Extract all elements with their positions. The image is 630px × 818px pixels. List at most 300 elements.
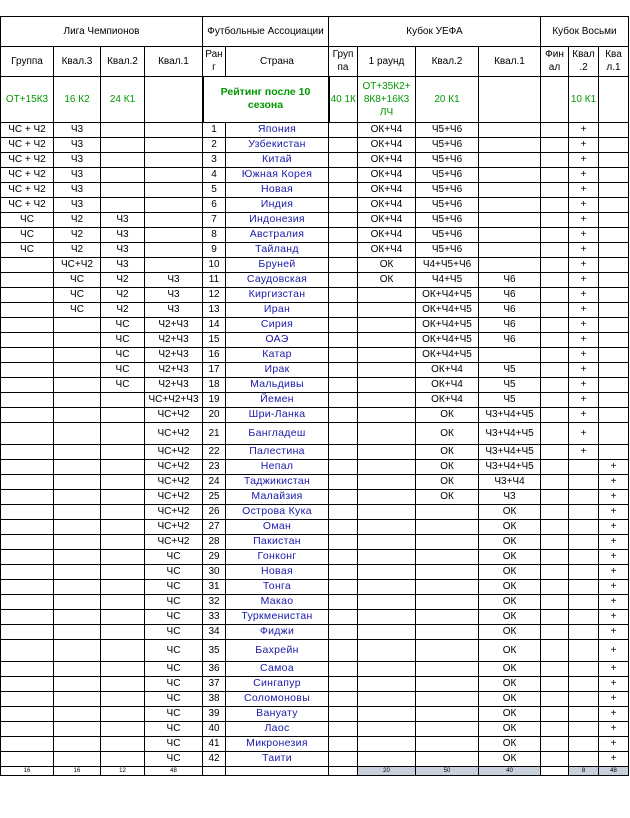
cell-cl-q2 bbox=[101, 519, 145, 534]
cell-uefa-q1: Ч6 bbox=[479, 272, 541, 287]
cell-uefa-group bbox=[329, 272, 358, 287]
table-row bbox=[1, 362, 629, 377]
cell-uefa-q1 bbox=[479, 122, 541, 137]
cell-uefa-q1 bbox=[479, 257, 541, 272]
cell-eight-q1: + bbox=[599, 609, 629, 624]
summary-eight-q2: 10 К1 bbox=[569, 76, 599, 122]
cell-uefa-q2 bbox=[416, 549, 479, 564]
cell-eight-final bbox=[541, 444, 569, 459]
cell-eight-q2 bbox=[569, 564, 599, 579]
cell-uefa-group bbox=[329, 624, 358, 639]
cell-uefa-group bbox=[329, 564, 358, 579]
cell-eight-final bbox=[541, 167, 569, 182]
cell-uefa-group bbox=[329, 212, 358, 227]
cell-uefa-q1: ОК bbox=[479, 609, 541, 624]
cell-eight-q2: + bbox=[569, 212, 599, 227]
cell-uefa-q1: Ч3+Ч4+Ч5 bbox=[479, 407, 541, 422]
cell-cl-q3 bbox=[54, 721, 101, 736]
cell-uefa-round1: ОК+Ч4 bbox=[358, 122, 416, 137]
cell-eight-final bbox=[541, 317, 569, 332]
cell-rank: 5 bbox=[203, 182, 226, 197]
cell-uefa-q2 bbox=[416, 594, 479, 609]
cell-eight-q2: + bbox=[569, 182, 599, 197]
cell-cl-q2 bbox=[101, 534, 145, 549]
cell-uefa-group bbox=[329, 332, 358, 347]
cell-cl-q1: ЧС bbox=[145, 721, 203, 736]
cell-eight-final bbox=[541, 534, 569, 549]
cell-eight-q2: + bbox=[569, 302, 599, 317]
total-eight-q2: 8 bbox=[569, 766, 599, 775]
cell-country: Лаос bbox=[226, 721, 329, 736]
cell-eight-final bbox=[541, 706, 569, 721]
cell-eight-q2 bbox=[569, 579, 599, 594]
cell-eight-q1 bbox=[599, 167, 629, 182]
cell-cl-q3 bbox=[54, 691, 101, 706]
cell-eight-q1 bbox=[599, 137, 629, 152]
table-row bbox=[1, 474, 629, 489]
cell-cl-group: ЧС + Ч2 bbox=[1, 182, 54, 197]
cell-cl-group bbox=[1, 639, 54, 661]
cell-country: Палестина bbox=[226, 444, 329, 459]
cell-uefa-round1 bbox=[358, 706, 416, 721]
cell-cl-q3: ЧС bbox=[54, 272, 101, 287]
cell-country: Йемен bbox=[226, 392, 329, 407]
cell-uefa-q2 bbox=[416, 504, 479, 519]
cell-uefa-q1: ОК bbox=[479, 661, 541, 676]
cell-rank: 6 bbox=[203, 197, 226, 212]
cell-eight-q2: + bbox=[569, 272, 599, 287]
cell-cl-group bbox=[1, 444, 54, 459]
cell-eight-q2: + bbox=[569, 287, 599, 302]
cell-cl-q2 bbox=[101, 407, 145, 422]
cell-uefa-q1: ОК bbox=[479, 751, 541, 766]
cell-uefa-group bbox=[329, 534, 358, 549]
cell-rank: 7 bbox=[203, 212, 226, 227]
cell-uefa-group bbox=[329, 639, 358, 661]
cell-rank: 23 bbox=[203, 459, 226, 474]
cell-uefa-q2 bbox=[416, 751, 479, 766]
cell-uefa-q2: ОК bbox=[416, 444, 479, 459]
cell-cl-q1: ЧС bbox=[145, 639, 203, 661]
cell-cl-q1 bbox=[145, 257, 203, 272]
cell-uefa-group bbox=[329, 422, 358, 444]
summary-uefa-round1: ОТ+35К2+ 8К8+16К3 ЛЧ bbox=[358, 76, 416, 122]
table-row bbox=[1, 392, 629, 407]
cell-uefa-group bbox=[329, 519, 358, 534]
cell-eight-q1 bbox=[599, 332, 629, 347]
cell-cl-group bbox=[1, 362, 54, 377]
cell-cl-q3 bbox=[54, 609, 101, 624]
cell-cl-q3 bbox=[54, 317, 101, 332]
cell-cl-q3 bbox=[54, 639, 101, 661]
cell-eight-q1 bbox=[599, 377, 629, 392]
cell-uefa-group bbox=[329, 549, 358, 564]
cell-eight-final bbox=[541, 579, 569, 594]
cell-country: Сингапур bbox=[226, 676, 329, 691]
table-row bbox=[1, 519, 629, 534]
cell-cl-q3 bbox=[54, 751, 101, 766]
cell-rank: 30 bbox=[203, 564, 226, 579]
cell-country: Узбекистан bbox=[226, 137, 329, 152]
cell-cl-q1: ЧС bbox=[145, 579, 203, 594]
cell-country: Бруней bbox=[226, 257, 329, 272]
cell-eight-q1 bbox=[599, 407, 629, 422]
cell-uefa-q1 bbox=[479, 197, 541, 212]
cell-uefa-q1: ОК bbox=[479, 504, 541, 519]
cell-eight-final bbox=[541, 137, 569, 152]
cell-cl-q1 bbox=[145, 137, 203, 152]
cell-cl-q1 bbox=[145, 167, 203, 182]
cell-cl-q3: ЧС+Ч2 bbox=[54, 257, 101, 272]
summary-uefa-q1 bbox=[479, 76, 541, 122]
cell-cl-q2 bbox=[101, 152, 145, 167]
cell-cl-q2 bbox=[101, 182, 145, 197]
cell-eight-q2 bbox=[569, 751, 599, 766]
cell-uefa-group bbox=[329, 182, 358, 197]
cell-uefa-round1 bbox=[358, 392, 416, 407]
cell-eight-final bbox=[541, 362, 569, 377]
cell-uefa-q1: ОК bbox=[479, 736, 541, 751]
cell-eight-final bbox=[541, 182, 569, 197]
cell-country: Южная Корея bbox=[226, 167, 329, 182]
cell-cl-q2 bbox=[101, 167, 145, 182]
cell-uefa-q2 bbox=[416, 691, 479, 706]
cell-uefa-q2 bbox=[416, 639, 479, 661]
cell-cl-group bbox=[1, 736, 54, 751]
cell-cl-group bbox=[1, 377, 54, 392]
cell-eight-q2: + bbox=[569, 362, 599, 377]
cell-uefa-round1 bbox=[358, 736, 416, 751]
cell-uefa-q2 bbox=[416, 736, 479, 751]
cell-cl-group bbox=[1, 691, 54, 706]
cell-cl-q3 bbox=[54, 519, 101, 534]
cell-eight-q1 bbox=[599, 302, 629, 317]
cell-eight-final bbox=[541, 459, 569, 474]
table-row bbox=[1, 377, 629, 392]
col-final: Фин ал bbox=[541, 46, 569, 76]
cell-cl-q3 bbox=[54, 392, 101, 407]
cell-cl-q3: Ч3 bbox=[54, 122, 101, 137]
cell-rank: 13 bbox=[203, 302, 226, 317]
cell-uefa-group bbox=[329, 579, 358, 594]
cell-eight-q1: + bbox=[599, 549, 629, 564]
cell-eight-q1: + bbox=[599, 661, 629, 676]
cell-eight-q1 bbox=[599, 212, 629, 227]
cell-rank: 20 bbox=[203, 407, 226, 422]
total-rank bbox=[203, 766, 226, 775]
cell-eight-q2 bbox=[569, 676, 599, 691]
cell-uefa-q1: ОК bbox=[479, 706, 541, 721]
total-eight-final bbox=[541, 766, 569, 775]
cell-uefa-q2 bbox=[416, 579, 479, 594]
cell-eight-q1 bbox=[599, 242, 629, 257]
cell-cl-q2 bbox=[101, 639, 145, 661]
total-cl-q1: 48 bbox=[145, 766, 203, 775]
cell-rank: 42 bbox=[203, 751, 226, 766]
col-eight-q2: Квал .2 bbox=[569, 46, 599, 76]
cell-uefa-q2: ОК bbox=[416, 407, 479, 422]
cell-eight-q2: + bbox=[569, 392, 599, 407]
cell-cl-q1: ЧС bbox=[145, 564, 203, 579]
cell-rank: 40 bbox=[203, 721, 226, 736]
cell-uefa-group bbox=[329, 377, 358, 392]
cell-eight-final bbox=[541, 751, 569, 766]
cell-uefa-group bbox=[329, 444, 358, 459]
col-eight-q1: Ква л.1 bbox=[599, 46, 629, 76]
cell-eight-q2 bbox=[569, 504, 599, 519]
cell-cl-q3 bbox=[54, 489, 101, 504]
cell-uefa-group bbox=[329, 302, 358, 317]
table-row bbox=[1, 347, 629, 362]
cell-uefa-q2: ОК+Ч4+Ч5 bbox=[416, 287, 479, 302]
table-row bbox=[1, 579, 629, 594]
cell-cl-q1 bbox=[145, 242, 203, 257]
cell-uefa-round1 bbox=[358, 594, 416, 609]
table-row bbox=[1, 197, 629, 212]
table-row bbox=[1, 676, 629, 691]
cell-cl-group bbox=[1, 564, 54, 579]
cell-rank: 24 bbox=[203, 474, 226, 489]
cell-cl-q3 bbox=[54, 736, 101, 751]
cell-eight-q1: + bbox=[599, 691, 629, 706]
cell-uefa-q2: Ч5+Ч6 bbox=[416, 122, 479, 137]
cell-eight-q2: + bbox=[569, 152, 599, 167]
cell-country: Таити bbox=[226, 751, 329, 766]
cell-eight-final bbox=[541, 287, 569, 302]
cell-eight-q1: + bbox=[599, 474, 629, 489]
cell-cl-q2 bbox=[101, 444, 145, 459]
cell-cl-q3: Ч2 bbox=[54, 212, 101, 227]
cell-uefa-q1: ОК bbox=[479, 721, 541, 736]
cell-cl-q2: ЧС bbox=[101, 347, 145, 362]
cell-rank: 22 bbox=[203, 444, 226, 459]
cell-uefa-group bbox=[329, 459, 358, 474]
cell-eight-final bbox=[541, 549, 569, 564]
cell-cl-q1 bbox=[145, 152, 203, 167]
cell-rank: 31 bbox=[203, 579, 226, 594]
table-row bbox=[1, 287, 629, 302]
table-row bbox=[1, 167, 629, 182]
cell-eight-q1: + bbox=[599, 504, 629, 519]
cell-eight-q2: + bbox=[569, 377, 599, 392]
table-row bbox=[1, 691, 629, 706]
cell-uefa-round1: ОК+Ч4 bbox=[358, 197, 416, 212]
cell-country: Сирия bbox=[226, 317, 329, 332]
cell-rank: 41 bbox=[203, 736, 226, 751]
table-row bbox=[1, 257, 629, 272]
cell-rank: 19 bbox=[203, 392, 226, 407]
cell-uefa-q1: Ч5 bbox=[479, 362, 541, 377]
cell-cl-q3 bbox=[54, 624, 101, 639]
cell-uefa-q1: Ч5 bbox=[479, 377, 541, 392]
cell-uefa-q1: ОК bbox=[479, 549, 541, 564]
cell-uefa-group bbox=[329, 362, 358, 377]
cell-eight-final bbox=[541, 332, 569, 347]
cell-country: Туркменистан bbox=[226, 609, 329, 624]
cell-eight-final bbox=[541, 489, 569, 504]
cell-cl-q1: ЧС bbox=[145, 624, 203, 639]
cell-uefa-q1: ОК bbox=[479, 594, 541, 609]
cell-cl-group bbox=[1, 504, 54, 519]
cell-uefa-q1: ОК bbox=[479, 579, 541, 594]
cell-country: Оман bbox=[226, 519, 329, 534]
table-row bbox=[1, 534, 629, 549]
cell-uefa-group bbox=[329, 257, 358, 272]
cell-uefa-round1 bbox=[358, 377, 416, 392]
cell-cl-q1: Ч2+Ч3 bbox=[145, 317, 203, 332]
cell-cl-group bbox=[1, 489, 54, 504]
cell-uefa-q1 bbox=[479, 167, 541, 182]
cell-uefa-round1 bbox=[358, 474, 416, 489]
cell-eight-final bbox=[541, 392, 569, 407]
header-cup-of-eight: Кубок Восьми bbox=[541, 16, 629, 46]
cell-cl-group: ЧС + Ч2 bbox=[1, 197, 54, 212]
cell-country: Япония bbox=[226, 122, 329, 137]
cell-rank: 27 bbox=[203, 519, 226, 534]
cell-uefa-group bbox=[329, 407, 358, 422]
cell-rank: 11 bbox=[203, 272, 226, 287]
cell-uefa-q2: ОК bbox=[416, 489, 479, 504]
cell-cl-group: ЧС + Ч2 bbox=[1, 122, 54, 137]
cell-cl-group bbox=[1, 459, 54, 474]
cell-eight-q1 bbox=[599, 182, 629, 197]
cell-eight-final bbox=[541, 227, 569, 242]
cell-cl-q3: ЧС bbox=[54, 302, 101, 317]
cell-cl-q2 bbox=[101, 579, 145, 594]
cell-uefa-round1: ОК+Ч4 bbox=[358, 212, 416, 227]
cell-cl-q3 bbox=[54, 474, 101, 489]
cell-country: Иран bbox=[226, 302, 329, 317]
col-group: Группа bbox=[1, 46, 54, 76]
cell-eight-q2: + bbox=[569, 197, 599, 212]
cell-rank: 18 bbox=[203, 377, 226, 392]
summary-uefa-q2: 20 К1 bbox=[416, 76, 479, 122]
cell-country: Непал bbox=[226, 459, 329, 474]
cell-eight-final bbox=[541, 302, 569, 317]
cell-country: Пакистан bbox=[226, 534, 329, 549]
cell-eight-q1 bbox=[599, 347, 629, 362]
cell-uefa-group bbox=[329, 197, 358, 212]
cell-cl-q1: ЧС bbox=[145, 549, 203, 564]
cell-country: Соломоновы bbox=[226, 691, 329, 706]
cell-cl-q3 bbox=[54, 362, 101, 377]
cell-cl-group bbox=[1, 257, 54, 272]
cell-eight-q1 bbox=[599, 122, 629, 137]
cell-uefa-group bbox=[329, 736, 358, 751]
cell-eight-q1: + bbox=[599, 736, 629, 751]
cell-eight-q1: + bbox=[599, 489, 629, 504]
cell-cl-q1: Ч2+Ч3 bbox=[145, 332, 203, 347]
cell-uefa-round1: ОК+Ч4 bbox=[358, 242, 416, 257]
cell-cl-q3 bbox=[54, 661, 101, 676]
cell-uefa-round1 bbox=[358, 639, 416, 661]
cell-eight-final bbox=[541, 272, 569, 287]
col-round1: 1 раунд bbox=[358, 46, 416, 76]
total-cl-q2: 12 bbox=[101, 766, 145, 775]
cell-country: Австралия bbox=[226, 227, 329, 242]
cell-rank: 33 bbox=[203, 609, 226, 624]
cell-cl-group bbox=[1, 549, 54, 564]
cell-eight-q1 bbox=[599, 362, 629, 377]
cell-uefa-q1: Ч3+Ч4+Ч5 bbox=[479, 459, 541, 474]
cell-cl-q2 bbox=[101, 137, 145, 152]
cell-cl-q2 bbox=[101, 392, 145, 407]
cell-cl-q3 bbox=[54, 706, 101, 721]
cell-cl-q2 bbox=[101, 504, 145, 519]
cell-eight-final bbox=[541, 212, 569, 227]
cell-uefa-round1 bbox=[358, 504, 416, 519]
cell-uefa-group bbox=[329, 242, 358, 257]
cell-country: Саудовская bbox=[226, 272, 329, 287]
cell-cl-q2 bbox=[101, 594, 145, 609]
cell-uefa-q2: ОК+Ч4+Ч5 bbox=[416, 317, 479, 332]
cell-rank: 29 bbox=[203, 549, 226, 564]
summary-cl-q2: 24 К1 bbox=[101, 76, 145, 122]
cell-country: Ирак bbox=[226, 362, 329, 377]
cell-cl-q1: ЧС bbox=[145, 691, 203, 706]
cell-cl-q2 bbox=[101, 564, 145, 579]
cell-cl-q2 bbox=[101, 676, 145, 691]
summary-cl-q3: 16 К2 bbox=[54, 76, 101, 122]
cell-cl-group bbox=[1, 302, 54, 317]
cell-uefa-round1 bbox=[358, 317, 416, 332]
table-row bbox=[1, 736, 629, 751]
table-row bbox=[1, 459, 629, 474]
cell-uefa-group bbox=[329, 227, 358, 242]
col-uefa-q1: Квал.1 bbox=[479, 46, 541, 76]
cell-country: Самоа bbox=[226, 661, 329, 676]
cell-eight-q2 bbox=[569, 594, 599, 609]
cell-uefa-group bbox=[329, 392, 358, 407]
cell-eight-final bbox=[541, 422, 569, 444]
table-row bbox=[1, 152, 629, 167]
cell-cl-q1 bbox=[145, 197, 203, 212]
cell-uefa-q1 bbox=[479, 137, 541, 152]
cell-uefa-q1: ОК bbox=[479, 676, 541, 691]
cell-country: Малайзия bbox=[226, 489, 329, 504]
cell-uefa-round1 bbox=[358, 534, 416, 549]
cell-eight-q1: + bbox=[599, 519, 629, 534]
cell-cl-q1: Ч3 bbox=[145, 287, 203, 302]
cell-uefa-round1: ОК+Ч4 bbox=[358, 167, 416, 182]
cell-uefa-q2: ОК bbox=[416, 459, 479, 474]
cell-country: Новая bbox=[226, 564, 329, 579]
cell-uefa-q2: Ч5+Ч6 bbox=[416, 227, 479, 242]
cell-uefa-round1 bbox=[358, 347, 416, 362]
cell-cl-q1: ЧС+Ч2+Ч3 bbox=[145, 392, 203, 407]
cell-uefa-q2: Ч5+Ч6 bbox=[416, 242, 479, 257]
cell-eight-q2: + bbox=[569, 347, 599, 362]
cell-cl-group bbox=[1, 706, 54, 721]
cell-uefa-round1 bbox=[358, 422, 416, 444]
table-row bbox=[1, 624, 629, 639]
cell-eight-q1: + bbox=[599, 639, 629, 661]
cell-uefa-q1 bbox=[479, 152, 541, 167]
cell-cl-group bbox=[1, 407, 54, 422]
cell-uefa-round1: ОК bbox=[358, 257, 416, 272]
cell-eight-q2 bbox=[569, 639, 599, 661]
cell-eight-q1 bbox=[599, 152, 629, 167]
table-row bbox=[1, 407, 629, 422]
cell-cl-q1: ЧС+Ч2 bbox=[145, 422, 203, 444]
cell-country: Фиджи bbox=[226, 624, 329, 639]
cell-uefa-q1 bbox=[479, 347, 541, 362]
cell-eight-final bbox=[541, 152, 569, 167]
cell-eight-q1: + bbox=[599, 624, 629, 639]
top-blank-row bbox=[1, 0, 629, 16]
cell-cl-group: ЧС bbox=[1, 242, 54, 257]
col-q3: Квал.3 bbox=[54, 46, 101, 76]
